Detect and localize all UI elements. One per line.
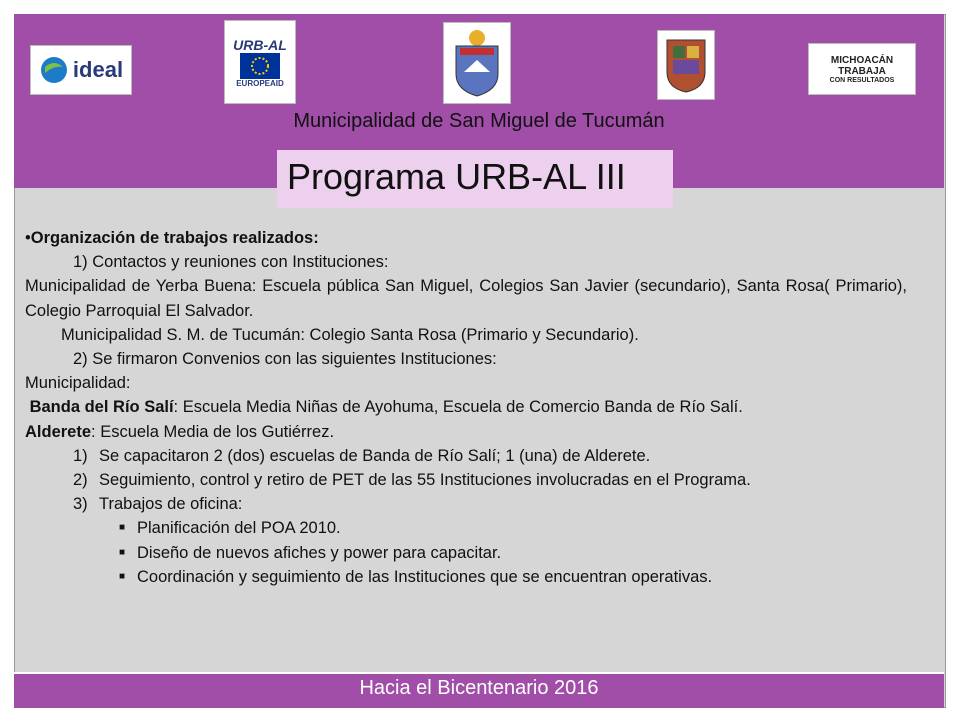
smt-text: Municipalidad S. M. de Tucumán: Colegio Santa Rosa (Primario y Secundario). [61, 325, 639, 344]
numbered-item: 3) Trabajos de oficina: [73, 495, 243, 514]
shield-icon [450, 28, 504, 98]
michoacan-trabaja-logo [808, 43, 916, 95]
square-bullet-icon: ■ [119, 570, 126, 582]
eu-flag-icon [240, 53, 280, 79]
coat-of-arms-icon [663, 36, 709, 94]
michoacan-logo-sub: CON RESULTADOS [829, 76, 895, 84]
ideal-logo-text: ideal [72, 57, 124, 82]
footer-text: Hacia el Bicentenario 2016 [359, 677, 599, 699]
footer-band [14, 672, 944, 708]
tucuman-shield-logo [443, 22, 511, 104]
municipality-title: Municipalidad de San Miguel de Tucumán [293, 110, 665, 132]
numbered-item: 2) Seguimiento, control y retiro de PET de las 55 Instituciones involucradas en el Programa. [73, 471, 751, 490]
square-bullet-icon: ■ [119, 546, 126, 558]
bullet-item: ■ Coordinación y seguimiento de las Instituciones que se encuentran operativas. [25, 565, 907, 589]
urbal-logo [224, 20, 296, 104]
square-bullet-icon: ■ [119, 522, 126, 534]
program-title: Programa URB-AL III [277, 150, 673, 208]
urbal-logo-text: URB-AL [233, 36, 287, 53]
item-1: 1) Contactos y reuniones con Instituciones: [73, 253, 389, 272]
globe-icon [39, 55, 69, 85]
municipalidad-label: Municipalidad: [25, 374, 131, 393]
bullet-item: ■ Planificación del POA 2010. [25, 516, 907, 540]
bullet-icon: • [25, 229, 31, 247]
item-2: 2) Se firmaron Convenios con las siguientes Instituciones: [73, 350, 497, 369]
yerba-buena-text: Municipalidad de Yerba Buena: Escuela pública San Miguel, Colegios San Javier (secundario), Santa Rosa( Primario), Colegio Parroquial El Salvador. [25, 277, 907, 320]
europeaid-text: EUROPEAID [236, 78, 284, 88]
numbered-item: 1) Se capacitaron 2 (dos) escuelas de Banda de Río Salí; 1 (una) de Alderete. [73, 446, 651, 465]
ideal-logo [30, 45, 132, 95]
alderete-text: Alderete: Escuela Media de los Gutiérrez. [25, 422, 335, 441]
banda-text: Banda del Río Salí: Escuela Media Niñas de Ayohuma, Escuela de Comercio Banda de Río Salí. [29, 398, 743, 417]
michoacan-shield-logo [657, 30, 715, 100]
content-body [25, 226, 907, 589]
section-heading: •Organización de trabajos realizados: [25, 229, 319, 247]
michoacan-logo-text: MICHOACÁN TRABAJA [830, 54, 894, 77]
bullet-item: ■ Diseño de nuevos afiches y power para capacitar. [25, 541, 907, 565]
